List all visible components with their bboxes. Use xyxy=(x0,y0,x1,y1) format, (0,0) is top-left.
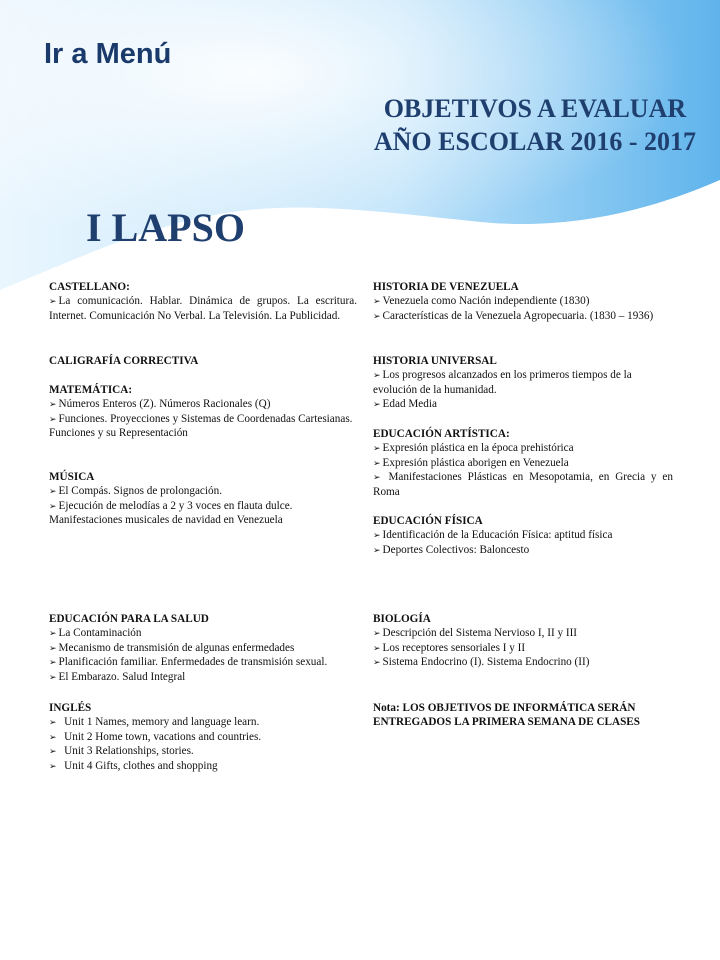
section-title: HISTORIA UNIVERSAL xyxy=(373,355,497,367)
section-title: EDUCACIÓN FÍSICA xyxy=(373,515,483,527)
list-item: ➢ Los receptores sensoriales I y II xyxy=(373,641,526,654)
section-title: BIOLOGÍA xyxy=(373,613,431,625)
document-title xyxy=(374,92,696,158)
list-item: ➢ Deportes Colectivos: Baloncesto xyxy=(373,543,530,556)
list-item: ➢ Funciones. Proyecciones y Sistemas de Coordenadas Cartesianas. Funciones y su Representación xyxy=(49,412,353,440)
section-educacion-artistica xyxy=(373,427,673,499)
list-item: ➢ Manifestaciones Plásticas en Mesopotamia, en Grecia y en Roma xyxy=(373,471,673,498)
section-title: MÚSICA xyxy=(49,471,95,483)
list-item: ➢ Sistema Endocrino (I). Sistema Endocrino (II) xyxy=(373,656,590,669)
section-musica xyxy=(49,470,357,528)
section-title: EDUCACIÓN PARA LA SALUD xyxy=(49,613,209,625)
list-item: ➢ Planificación familiar. Enfermedades de transmisión sexual. xyxy=(49,656,328,669)
title-line-2: AÑO ESCOLAR 2016 - 2017 xyxy=(373,127,696,156)
list-item: ➢ Unit 2 Home town, vacations and countries. xyxy=(49,730,262,743)
informatica-note: Nota: LOS OBJETIVOS DE INFORMÁTICA SERÁN ENTREGADOS LA PRIMERA SEMANA DE CLASES xyxy=(373,702,640,729)
section-title: EDUCACIÓN ARTÍSTICA: xyxy=(373,428,510,440)
section-ingles xyxy=(49,701,357,773)
list-item: ➢ Expresión plástica en la época prehistórica xyxy=(373,442,574,455)
list-item: ➢ Unit 1 Names, memory and language learn. xyxy=(49,716,260,729)
list-item: ➢ Mecanismo de transmisión de algunas enfermedades xyxy=(49,641,295,654)
section-title: MATEMÁTICA: xyxy=(49,384,133,396)
list-item: ➢ Descripción del Sistema Nervioso I, II y III xyxy=(373,627,578,640)
list-item: ➢ Características de la Venezuela Agropecuaria. (1830 – 1936) xyxy=(373,309,654,322)
section-educacion-salud xyxy=(49,612,357,684)
list-item: ➢ La Contaminación xyxy=(49,627,142,640)
section-historia-universal xyxy=(373,354,673,412)
section-title: CALIGRAFÍA CORRECTIVA xyxy=(49,355,199,367)
list-item: ➢ El Embarazo. Salud Integral xyxy=(49,670,186,683)
section-matematica xyxy=(49,383,357,441)
list-item: ➢ Los progresos alcanzados en los primeros tiempos de la evolución de la humanidad. xyxy=(373,369,632,396)
list-item: ➢ Ejecución de melodías a 2 y 3 voces en flauta dulce. Manifestaciones musicales de navidad en Venezuela xyxy=(49,499,293,527)
lapso-heading: I LAPSO xyxy=(86,205,245,250)
section-historia-venezuela xyxy=(373,280,673,323)
section-biologia xyxy=(373,612,673,670)
title-line-1: OBJETIVOS A EVALUAR xyxy=(383,94,687,123)
menu-link[interactable]: Ir a Menú xyxy=(44,38,172,70)
section-caligrafia xyxy=(49,354,357,368)
list-item: ➢ Venezuela como Nación independiente (1830) xyxy=(373,295,590,308)
section-title: HISTORIA DE VENEZUELA xyxy=(373,281,519,293)
list-item: ➢ Unit 3 Relationships, stories. xyxy=(49,745,194,758)
list-item: ➢ El Compás. Signos de prolongación. xyxy=(49,485,222,498)
section-title: CASTELLANO: xyxy=(49,281,130,293)
list-item: ➢ Edad Media xyxy=(373,398,437,411)
list-item: ➢ Unit 4 Gifts, clothes and shopping xyxy=(49,759,218,772)
section-castellano xyxy=(49,280,357,323)
list-item: ➢ Identificación de la Educación Física: aptitud física xyxy=(373,529,613,542)
section-educacion-fisica xyxy=(373,514,673,557)
section-title: INGLÉS xyxy=(49,702,92,714)
list-item: ➢ Números Enteros (Z). Números Racionales (Q) xyxy=(49,398,271,411)
list-item: ➢ Expresión plástica aborigen en Venezuela xyxy=(373,456,569,469)
list-item: ➢ La comunicación. Hablar. Dinámica de grupos. La escritura. Internet. Comunicación No Verbal. La Televisión. La Publicidad. xyxy=(49,295,357,322)
